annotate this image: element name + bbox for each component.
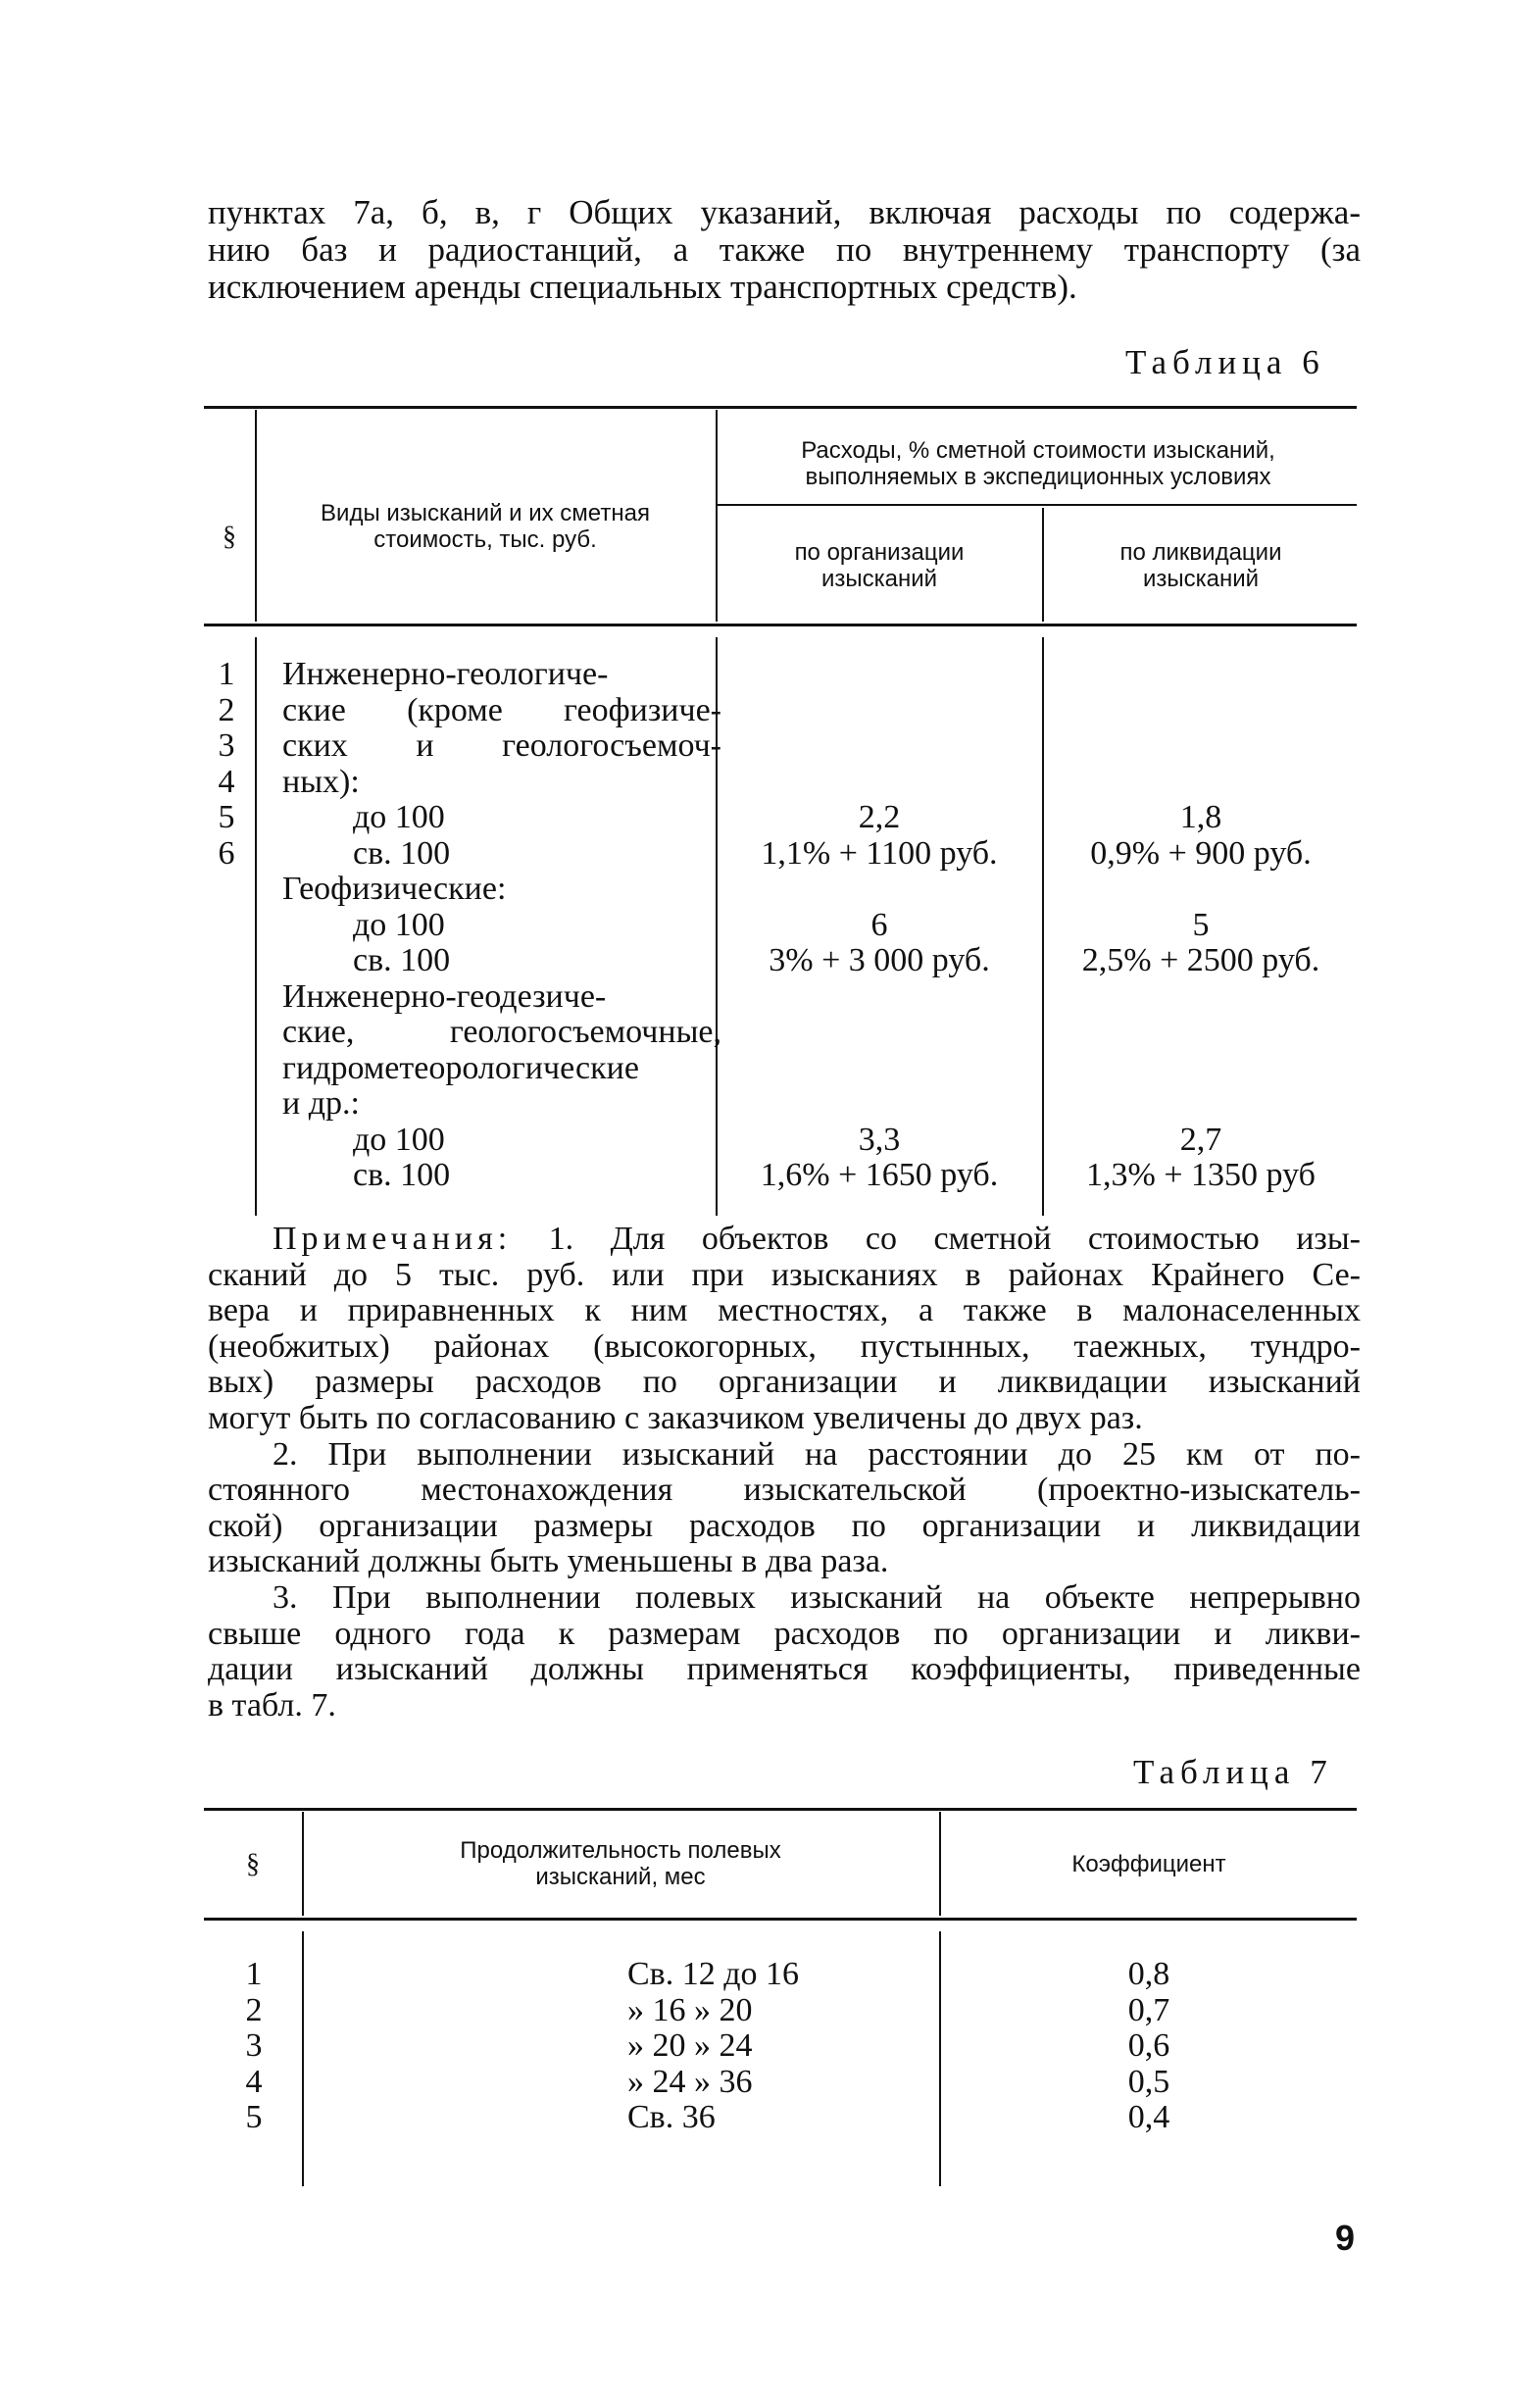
row-number: 2 (245, 1991, 263, 2028)
spacer (1045, 657, 1357, 693)
row-number: 4 (245, 2063, 263, 2100)
note-line: могут быть по согласованию с заказчиком увеличены до двух раз. (208, 1399, 1143, 1436)
organization-value: 1,1% + 1100 руб. (761, 834, 998, 872)
note-text: 1. Для объектов со сметной стоимостью изы- (548, 1221, 1362, 1257)
spacer (718, 657, 1041, 693)
notes-section (208, 1222, 1361, 1724)
organization-header-line: изысканий (820, 566, 938, 592)
organization-value: 3% + 3 000 руб. (769, 942, 990, 978)
spacer (1045, 1051, 1357, 1087)
kinds-line: до 100 (353, 906, 445, 943)
row-number: 1 (245, 1956, 263, 1992)
intro-line: нию баз и радиостанций, а также по внутреннему транспорту (за (208, 230, 1361, 269)
spacer (718, 728, 1041, 765)
organization-value: 6 (870, 906, 888, 943)
note-line: (необжитых) районах (высокогорных, пустынных, таежных, тундро- (208, 1327, 1361, 1365)
expenses-header-line: Расходы, % сметной стоимости изысканий, (801, 437, 1275, 464)
duration-column (627, 1957, 843, 2136)
coefficient-value: 0,6 (1127, 2027, 1170, 2064)
spacer (718, 765, 1041, 801)
duration-value: Св. 36 (627, 2099, 716, 2135)
note-line: изысканий должны быть уменьшены в два раза. (208, 1543, 889, 1580)
intro-paragraph (208, 194, 1361, 306)
table6-top-rule (204, 406, 1357, 409)
section-sign-header: § (246, 1849, 260, 1879)
row-number: 5 (245, 2099, 263, 2135)
kinds-line: ских и геологосъемоч- (282, 727, 721, 764)
spacer (1045, 872, 1357, 908)
spacer (1045, 979, 1357, 1016)
kinds-line: и др.: (282, 1085, 360, 1122)
kinds-line: ных): (282, 763, 360, 800)
note-line: свыше одного года к размерам расходов по организации и ликви- (208, 1615, 1361, 1652)
note-line: 2. При выполнении изысканий на расстоянии до 25 км от по- (273, 1435, 1361, 1473)
notes-heading: Примечания: (273, 1221, 513, 1257)
spacer (1045, 765, 1357, 801)
coefficient-column (941, 1957, 1357, 2136)
spacer (718, 693, 1041, 729)
liquidation-header (1045, 539, 1357, 592)
spacer (1045, 1015, 1357, 1051)
spacer (718, 1015, 1041, 1051)
intro-line: пунктах 7а, б, в, г Общих указаний, включая расходы по содержа- (208, 193, 1361, 231)
table6-subheader-rule (716, 504, 1357, 506)
expenses-header-line: выполняемых в экспедиционных условиях (805, 464, 1271, 490)
organization-header-line: по организации (794, 539, 965, 566)
note-line: в табл. 7. (208, 1686, 336, 1724)
duration-header-line: изысканий, мес (535, 1864, 706, 1890)
table7-header-bottom-rule (204, 1918, 1357, 1921)
row-number: 2 (218, 691, 235, 728)
duration-header (304, 1837, 937, 1890)
kinds-line: гидрометеорологические (282, 1049, 639, 1086)
duration-value: » 24 » 36 (627, 2063, 753, 2100)
kinds-line: Геофизические: (282, 871, 507, 907)
coefficient-value: 0,8 (1127, 1956, 1170, 1992)
table6-caption: Таблица 6 (1125, 343, 1325, 381)
duration-header-line: Продолжительность полевых (460, 1837, 781, 1864)
kinds-line: св. 100 (353, 942, 451, 978)
note-line: вера и приравненных к ним местностях, а также в малонаселенных (208, 1292, 1361, 1329)
table7-body-divider (302, 1931, 304, 2186)
note-line: сканий до 5 тыс. руб. или при изысканиях в районах Крайнего Се- (208, 1256, 1361, 1293)
note-line: ской) организации размеры расходов по организации и ликвидации (208, 1507, 1361, 1544)
section-sign-header: § (223, 522, 236, 552)
spacer (1045, 728, 1357, 765)
note-line: 3. При выполнении полевых изысканий на объекте непрерывно (273, 1578, 1361, 1616)
kinds-header (257, 500, 714, 553)
row-number-column (239, 1957, 269, 2136)
spacer (718, 979, 1041, 1016)
liquidation-value: 1,3% + 1350 руб (1086, 1157, 1316, 1193)
row-number: 1 (218, 656, 235, 692)
spacer (718, 1086, 1041, 1123)
row-number: 3 (218, 727, 235, 764)
liquidation-value: 5 (1192, 906, 1210, 943)
table7-caption: Таблица 7 (1133, 1753, 1333, 1791)
kinds-line: до 100 (353, 799, 445, 835)
liquidation-column (1045, 657, 1357, 1194)
table6-header-divider (1042, 508, 1044, 622)
kinds-line: до 100 (353, 1121, 445, 1158)
spacer (718, 1051, 1041, 1087)
note-line (208, 1222, 1361, 1258)
row-number: 5 (218, 799, 235, 835)
kinds-line: св. 100 (353, 834, 451, 872)
table7-top-rule (204, 1808, 1357, 1811)
liquidation-value: 2,5% + 2500 руб. (1081, 942, 1320, 978)
table7 (204, 1796, 1357, 2198)
expenses-header (720, 437, 1357, 490)
spacer (1045, 693, 1357, 729)
duration-value: » 16 » 20 (627, 1991, 753, 2028)
coefficient-value: 0,7 (1127, 1991, 1170, 2028)
kinds-header-line: стоимость, тыс. руб. (373, 526, 597, 553)
row-number: 4 (218, 763, 235, 800)
row-number-column (212, 657, 241, 872)
kinds-line: ские, геологосъемочные, (282, 1014, 721, 1050)
page-number: 9 (1335, 2218, 1356, 2258)
duration-value: Св. 12 до 16 (627, 1956, 800, 1992)
table6-body-divider (1042, 637, 1044, 1216)
note-line: вых) размеры расходов по организации и ликвидации изысканий (208, 1364, 1361, 1401)
table6-header-bottom-rule (204, 624, 1357, 626)
organization-header (718, 539, 1041, 592)
duration-value: » 20 » 24 (627, 2027, 753, 2064)
organization-value: 1,6% + 1650 руб. (760, 1157, 999, 1193)
kinds-line: ские (кроме геофизиче- (282, 691, 721, 728)
coefficient-value: 0,4 (1127, 2099, 1170, 2135)
organization-column (718, 657, 1041, 1194)
organization-value: 3,3 (858, 1121, 901, 1158)
kinds-line: Инженерно-геологиче- (282, 656, 609, 692)
liquidation-value: 1,8 (1179, 799, 1222, 835)
liquidation-value: 2,7 (1179, 1121, 1222, 1158)
row-number: 3 (245, 2027, 263, 2064)
kinds-line: Инженерно-геодезиче- (282, 977, 607, 1015)
liquidation-header-line: по ликвидации (1119, 539, 1282, 566)
note-line: стоянного местонахождения изыскательской (проектно-изыскатель- (208, 1472, 1361, 1509)
row-number: 6 (218, 834, 235, 872)
coefficient-header: Коэффициент (1071, 1851, 1226, 1877)
kinds-header-line: Виды изысканий и их сметная (321, 500, 650, 526)
coefficient-value: 0,5 (1127, 2063, 1170, 2100)
intro-line: исключением аренды специальных транспортных средств). (208, 268, 1077, 306)
organization-value: 2,2 (858, 799, 901, 835)
spacer (718, 872, 1041, 908)
note-line: дации изысканий должны применяться коэффициенты, приведенные (208, 1651, 1361, 1688)
spacer (1045, 1086, 1357, 1123)
kinds-column (282, 657, 721, 1194)
kinds-line: св. 100 (353, 1157, 451, 1193)
table6-body-divider (255, 637, 257, 1216)
liquidation-value: 0,9% + 900 руб. (1090, 834, 1312, 872)
liquidation-header-line: изысканий (1142, 566, 1260, 592)
